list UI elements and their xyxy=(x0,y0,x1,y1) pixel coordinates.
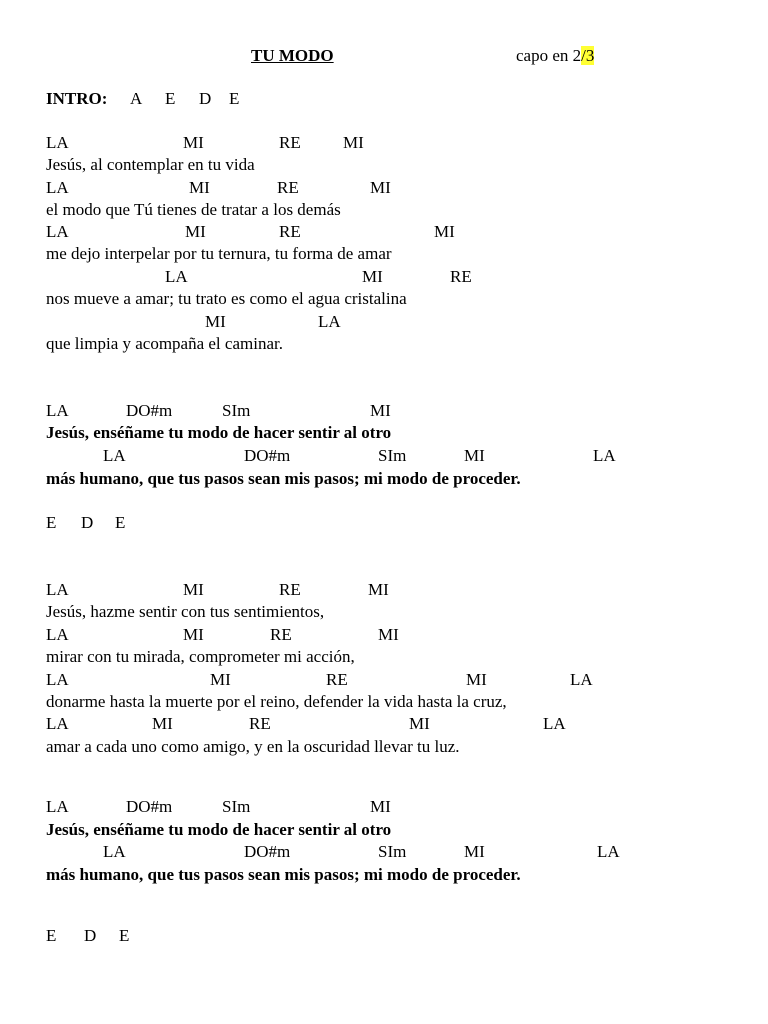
chord: MI xyxy=(370,401,391,420)
chord: MI xyxy=(183,133,204,152)
chord: LA xyxy=(46,797,69,816)
chord: MI xyxy=(343,133,364,152)
intro-chord: E xyxy=(165,89,176,108)
chord: LA xyxy=(103,842,126,861)
chord: MI xyxy=(362,267,383,286)
capo-note xyxy=(516,46,594,66)
song-title: TU MODO xyxy=(251,46,334,65)
chord: RE xyxy=(277,178,299,197)
outro-chord: E xyxy=(119,926,130,945)
chord: RE xyxy=(279,222,301,241)
chord: LA xyxy=(46,714,69,733)
chord: MI xyxy=(378,625,399,644)
chord: LA xyxy=(597,842,620,861)
chord: SIm xyxy=(222,401,251,420)
outro-chord: D xyxy=(81,513,94,532)
chord: MI xyxy=(466,670,487,689)
chord: RE xyxy=(279,133,301,152)
outro-chord: E xyxy=(115,513,126,532)
chorus-line: más humano, que tus pasos sean mis pasos; mi modo de proceder. xyxy=(46,865,521,884)
chord: LA xyxy=(46,178,69,197)
chord: DO#m xyxy=(126,401,173,420)
chorus-line: Jesús, enséñame tu modo de hacer sentir al otro xyxy=(46,423,392,442)
chord: RE xyxy=(326,670,348,689)
chord: MI xyxy=(464,446,485,465)
chord: MI xyxy=(464,842,485,861)
chord: MI xyxy=(370,178,391,197)
chord: LA xyxy=(593,446,616,465)
chord: MI xyxy=(183,625,204,644)
chord: MI xyxy=(152,714,173,733)
chord: MI xyxy=(434,222,455,241)
chord: DO#m xyxy=(126,797,173,816)
intro-chord: E xyxy=(229,89,240,108)
lyric-line: donarme hasta la muerte por el reino, defender la vida hasta la cruz, xyxy=(46,692,507,711)
chord: DO#m xyxy=(244,842,291,861)
lyric-line: amar a cada uno como amigo, y en la oscuridad llevar tu luz. xyxy=(46,737,460,756)
intro-label-text: INTRO xyxy=(46,89,102,108)
chord: RE xyxy=(279,580,301,599)
chord: MI xyxy=(183,580,204,599)
chord: LA xyxy=(543,714,566,733)
chord: LA xyxy=(46,133,69,152)
lyric-line: nos mueve a amar; tu trato es como el agua cristalina xyxy=(46,289,407,308)
chord: MI xyxy=(370,797,391,816)
outro-chord: D xyxy=(84,926,97,945)
chord: LA xyxy=(46,625,69,644)
intro-chord: A xyxy=(130,89,143,108)
chord: RE xyxy=(249,714,271,733)
chord: SIm xyxy=(378,446,407,465)
chord: RE xyxy=(450,267,472,286)
chord: SIm xyxy=(378,842,407,861)
lyric-line: que limpia y acompaña el caminar. xyxy=(46,334,283,353)
chord: LA xyxy=(46,222,69,241)
chord: MI xyxy=(189,178,210,197)
chord: MI xyxy=(210,670,231,689)
chord: RE xyxy=(270,625,292,644)
lyric-line: mirar con tu mirada, comprometer mi acción, xyxy=(46,647,355,666)
intro-sep: : xyxy=(101,89,108,108)
lyric-line: Jesús, al contemplar en tu vida xyxy=(46,155,255,174)
chord: LA xyxy=(570,670,593,689)
chord: MI xyxy=(409,714,430,733)
lyric-line: el modo que Tú tienes de tratar a los demás xyxy=(46,200,341,219)
chord: LA xyxy=(46,670,69,689)
intro-chord: D xyxy=(199,89,212,108)
chord: DO#m xyxy=(244,446,291,465)
chord: LA xyxy=(318,312,341,331)
intro-label xyxy=(46,89,107,109)
chord: LA xyxy=(165,267,188,286)
chord: LA xyxy=(46,580,69,599)
chord: SIm xyxy=(222,797,251,816)
chord: LA xyxy=(46,401,69,420)
chord: MI xyxy=(205,312,226,331)
outro-chord: E xyxy=(46,926,57,945)
lyric-line: Jesús, hazme sentir con tus sentimientos, xyxy=(46,602,325,621)
chorus-line: más humano, que tus pasos sean mis pasos; mi modo de proceder. xyxy=(46,469,521,488)
capo-text: capo en 2 xyxy=(516,46,582,65)
capo-highlight: /3 xyxy=(581,46,595,65)
chord: MI xyxy=(368,580,389,599)
chord: LA xyxy=(103,446,126,465)
lyric-line: me dejo interpelar por tu ternura, tu forma de amar xyxy=(46,244,392,263)
outro-chord: E xyxy=(46,513,57,532)
chorus-line: Jesús, enséñame tu modo de hacer sentir al otro xyxy=(46,820,392,839)
chord: MI xyxy=(185,222,206,241)
